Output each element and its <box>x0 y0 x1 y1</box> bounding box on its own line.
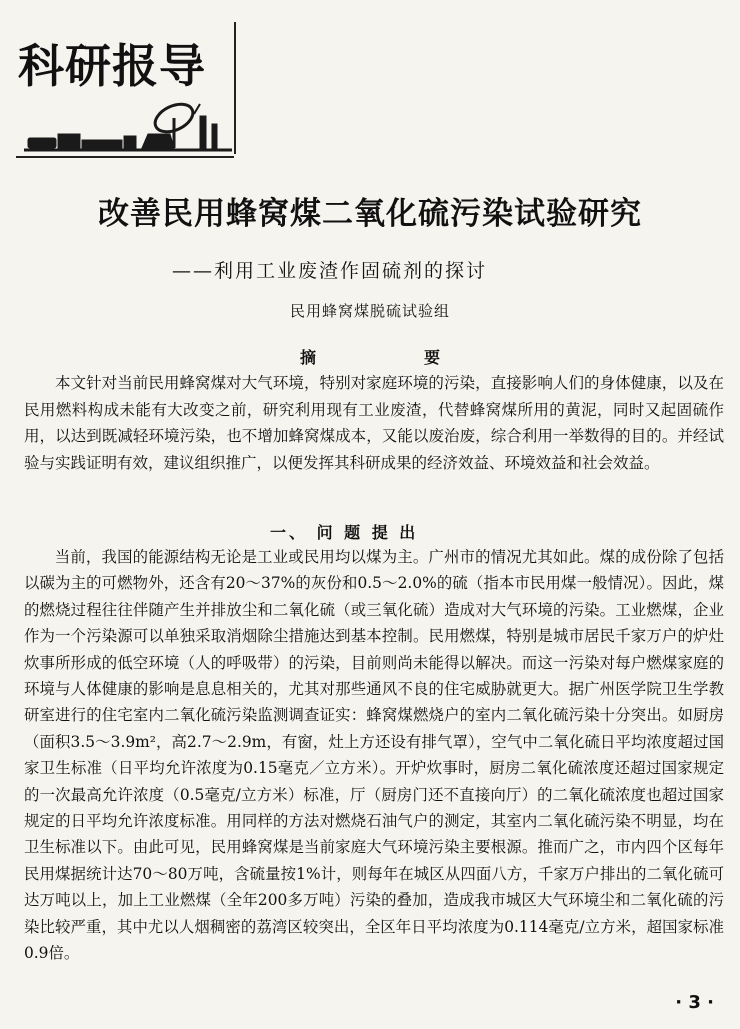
header-rule <box>16 156 234 158</box>
satellite-dish-illustration <box>24 94 232 154</box>
page-number: · 3 · <box>675 992 714 1013</box>
section-text: 当前，我国的能源结构无论是工业或民用均以煤为主。广州市的情况尤其如此。煤的成份除了包括以碳为主的可燃物外，还含有20～37%的灰份和0.5～2.0%的硫（指本市民用煤一般情况）。因此，煤的燃烧过程往往伴随产生并排放尘和二氧化硫（或三氧化硫）造成对大气环境的污染。工业燃煤，企业作为一个污染源可以单独采取消烟除尘措施达到基本控制。民用燃煤，特别是城市居民千家万户的炉灶炊事所形成的低空环境（人的呼吸带）的污染，目前则尚未能得以解决。而这一污染对每户燃煤家庭的环境与人体健康的影响是息息相关的，尤其对那些通风不良的住宅威胁就更大。据广州医学院卫生学教研室进行的住宅室内二氧化硫污染监测调查证实：蜂窝煤燃烧户的室内二氧化硫污染十分突出。如厨房（面积3.5～3.9m²，高2.7～2.9m，有窗，灶上方还设有排气罩），空气中二氧化硫日平均浓度超过国家卫生标准（日平均允许浓度为0.15毫克／立方米）。开炉炊事时，厨房二氧化硫浓度还超过国家规定的一次最高允许浓度（0.5毫克/立方米）标准，厅（厨房门还不直接向厅）的二氧化硫浓度也超过国家规定的日平均允许浓度标准。用同样的方法对燃烧石油气户的测定，其室内二氧化硫污染不明显，均在卫生标准以下。由此可见，民用蜂窝煤是当前家庭大气环境污染主要根源。推而广之，市内四个区每年民用煤据统计达70～80万吨，含硫量按1%计，则每年在城区从四面八方，千家万户排出的二氧化硫可达万吨以上，加上工业燃煤（全年200多万吨）污染的叠加，造成我市城区大气环境尘和二氧化硫的污染比较严重，其中尤以人烟稠密的荔湾区较突出，全区年日平均浓度为0.114毫克/立方米，超国家标准0.9倍。 <box>24 548 724 963</box>
article-subtitle: ——利用工业废渣作固硫剂的探讨 <box>172 260 488 282</box>
abstract-heading <box>300 345 440 368</box>
column-title: 科研报导 <box>18 39 206 93</box>
column-header <box>16 22 236 154</box>
abstract-heading-right: 要 <box>423 348 440 367</box>
abstract-heading-left: 摘 <box>300 348 317 367</box>
section-heading: 一、 问 题 提 出 <box>270 523 419 542</box>
article-author: 民用蜂窝煤脱硫试验组 <box>289 302 450 320</box>
abstract-text: 本文针对当前民用蜂窝煤对大气环境，特别对家庭环境的污染，直接影响人们的身体健康，以及在民用燃料构成未能有大改变之前，研究利用现有工业废渣，代替蜂窝煤所用的黄泥，同时又起固硫作用，以达到既减轻环境污染，也不增加蜂窝煤成本，又能以废治废，综合利用一举数得的目的。并经试验与实践证明有效，建议组织推广，以便发挥其科研成果的经济效益、环境效益和社会效益。 <box>24 374 724 472</box>
article-title: 改善民用蜂窝煤二氧化硫污染试验研究 <box>98 196 642 232</box>
